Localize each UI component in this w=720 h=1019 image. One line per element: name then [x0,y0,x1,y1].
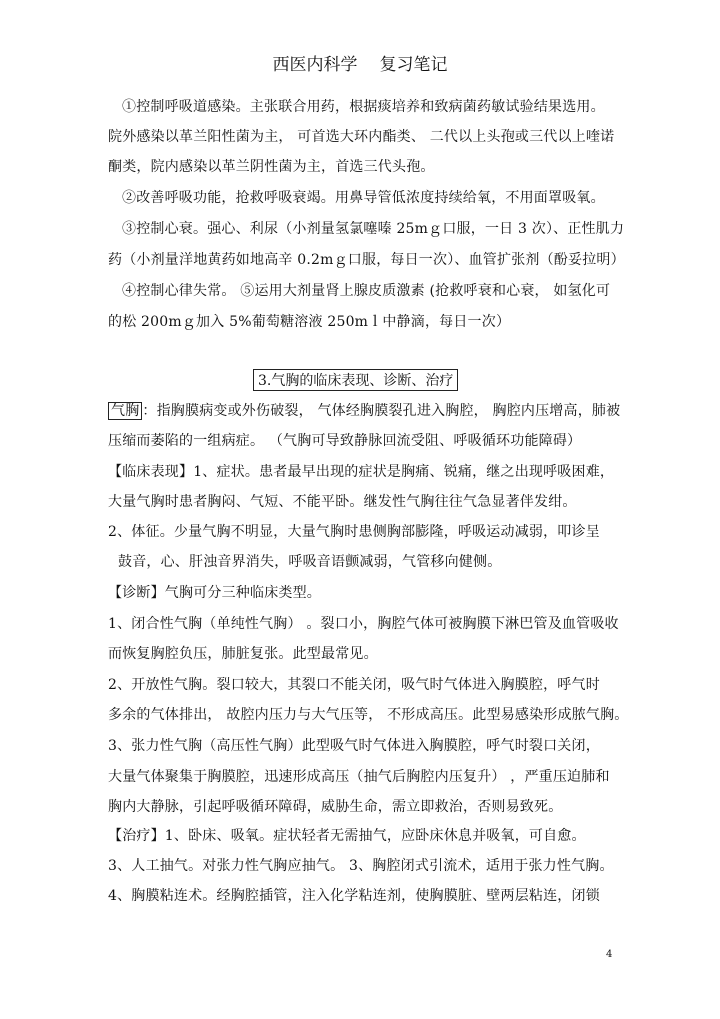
text-line: 酮类，院内感染以革兰阴性菌为主，首选三代头孢。 [108,159,435,175]
page-title [0,54,720,76]
text-line: ②改善呼吸功能，抢救呼吸衰竭。用鼻导管低浓度持续给氧，不用面罩吸氧。 [122,190,605,206]
text-line: 药（小剂量洋地黄药如地高辛 0.2mｇ口服，每日一次）、血管扩张剂（酚妥拉明） [108,252,625,268]
text-line: 1、闭合性气胸（单纯性气胸） 。裂口小，胸腔气体可被胸膜下淋巴管及血管吸收 [108,616,619,632]
text-line: 3、人工抽气。对张力性气胸应抽气。 3、胸腔闭式引流术，适用于张力性气胸。 [108,858,614,874]
text-line: 【治疗】1、卧床、吸氧。症状轻者无需抽气，应卧床休息并吸氧，可自愈。 [108,828,586,844]
text-line: ③控制心衰。强心、利尿（小剂量氢氯噻嗪 25mｇ口服，一日 3 次）、正性肌力 [122,221,625,237]
text-line: 3、张力性气胸（高压性气胸）此型吸气时气体进入胸膜腔，呼气时裂口关闭， [108,738,600,754]
text-line: ④控制心律失常。 ⑤运用大剂量肾上腺皮质激素 (抢救呼衰和心衰， 如氢化可 [122,283,611,299]
definition-text: ：指胸膜病变或外伤破裂， 气体经胸膜裂孔进入胸腔， 胸腔内压增高，肺被 [142,403,621,419]
text-line: 大量气胸时患者胸闷、气短、不能平卧。继发性气胸往往气急显著伴发绀。 [108,494,577,510]
text-line: 胸内大静脉，引起呼吸循环障碍，威胁生命，需立即救治，否则易致死。 [108,799,563,815]
text-line: 2、体征。少量气胸不明显，大量气胸时患侧胸部膨隆，呼吸运动减弱，叩诊呈 [108,524,600,540]
term-box: 气胸 [108,402,142,420]
text-line: 【临床表现】1、症状。患者最早出现的症状是胸痛、锐痛，继之出现呼吸困难， [108,464,615,480]
title-part-1: 西医内科学 [272,55,358,75]
text-line: 【诊断】气胸可分三种临床类型。 [108,585,321,601]
text-line: 大量气体聚集于胸膜腔，迅速形成高压（抽气后胸腔内压复升） ，严重压迫肺和 [108,769,610,785]
definition-line [108,401,621,421]
page-number: 4 [606,949,613,960]
text-line: 多余的气体排出， 故腔内压力与大气压等， 不形成高压。此型易感染形成脓气胸。 [108,707,629,723]
title-part-2: 复习笔记 [379,55,448,75]
text-line: 压缩而萎陷的一组病症。 （气胸可导致静脉回流受阻、呼吸循环功能障碍） [108,433,582,449]
text-line: 的松 200mｇ加入 5%葡萄糖溶液 250mｌ中静滴，每日一次） [108,314,511,330]
text-line: 4、胸膜粘连术。经胸腔插管，注入化学粘连剂，使胸膜脏、壁两层粘连，闭锁 [108,888,600,904]
section-heading: 3.气胸的临床表现、诊断、治疗 [253,369,458,391]
text-line: ①控制呼吸道感染。主张联合用药，根据痰培养和致病菌药敏试验结果选用。 [122,99,605,115]
text-line: 2、开放性气胸。裂口较大，其裂口不能关闭，吸气时气体进入胸膜腔，呼气时 [108,677,600,693]
text-line: 鼓音，心、肝浊音界消失，呼吸音语颤减弱，气管移向健侧。 [118,554,502,570]
text-line: 而恢复胸腔负压，肺脏复张。此型最常见。 [108,646,378,662]
text-line: 院外感染以革兰阳性菌为主， 可首选大环内酯类、 二代以上头孢或三代以上喹诺 [108,129,615,145]
